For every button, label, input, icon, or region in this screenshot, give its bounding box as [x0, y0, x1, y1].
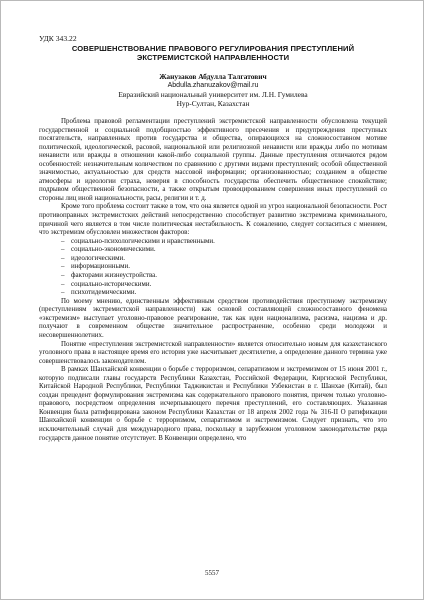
list-item: – факторами жизнеустройства. — [61, 271, 387, 280]
page-number: 5557 — [205, 569, 219, 577]
list-item: – идеологическими. — [61, 254, 387, 263]
author-name: Жанузаков Абдулла Талгатович — [159, 72, 267, 81]
list-item: – социально-историческими. — [61, 280, 387, 289]
title-line-1: СОВЕРШЕНСТВОВАНИЕ ПРАВОВОГО РЕГУЛИРОВАНИЯ ПРЕСТУПЛЕНИЙ — [71, 44, 355, 53]
udk-code: УДК 343.22 — [39, 34, 77, 43]
author-block — [39, 72, 387, 108]
paragraph-5: В рамках Шанхайской конвенции о борьбе с терроризмом, сепаратизмом и экстремизмом от 15 июня 2001 г., которую подписали главы государств Республики Казахстан, Российской Федерации, Киргизской Республики, Китайской Народной Республики, Республики Таджикистан и Республики Узбекистан в г. Шанхае (Китай), был создан прецедент формулирования экстремизма как содержательного правового понятия, причем только уголовно-правового, посредством определения исчерпывающего перечня преступлений, его составляющих. Указанная Конвенция была ратифицирована законом Республики Казахстан от 18 апреля 2002 года № 316-II О ратификации Шанхайской конвенции о борьбе с терроризмом, сепаратизмом и экстремизмом. Следует признать, что это исключительный случай для международного права, поскольку в зарубежном уголовном законодательстве ряда государств данное понятие отсутствует. В Конвенции определено, что — [39, 365, 387, 442]
paragraph-2: Кроме того проблема состоит также в том, что она является одной из угроз национальной безопасности. Рост противоправных экстремистских действий непосредственно способствует развитию экстремизма криминального, причиной чего является в том числе политическая нестабильность. К сожалению, следует согласиться с мнением, что экстремизм обусловлен множеством факторов: — [39, 202, 387, 237]
author-email: Abdulla.zhanuzakov@mail.ru — [167, 82, 259, 89]
title-line-2: ЭКСТРЕМИСТСКОЙ НАПРАВЛЕННОСТИ — [136, 53, 290, 62]
author-city: Нур-Султан, Казахстан — [176, 99, 250, 108]
list-item: – социально-психологическими и нравственными. — [61, 237, 387, 246]
author-affiliation: Евразийский национальный университет им. Л.Н. Гумилева — [118, 90, 308, 99]
list-item: – информационными. — [61, 262, 387, 271]
paragraph-1: Проблема правовой регламентации преступлений экстремистской направленности обусловлена текущей государственной и социальной подобщностью эффективного пресечения и предупреждения преступных посягательств, направленных против государства и общества, опирающихся на сложносоставном мотиве политической, идеологической, расовой, национальной или религиозной ненависти или вражды либо по мотивам ненависти или вражды в отношении какой-либо социальной группы. Данные преступления отличаются рядом особенностей: незначительным количеством по сравнению с другими видами преступлений; особой общественной значимостью, актуальностью для средств массовой информации; организованностью; созданием в обществе атмосферы и идеологии страха, неверия в способность государства обеспечить общественное спокойствие; подрывом общественной безопасности, а также открытым провоцированием совершения иных преступлений со стороны лиц иной национальности, расы, религии и т. д. — [39, 117, 387, 202]
factors-list — [39, 237, 387, 297]
paragraph-3: По моему мнению, единственным эффективным средством противодействия преступному экстремизму (преступлениям экстремистской направленности) как основой составляющей сложносоставного феномена «экстремизм» выступает уголовно-правовое реагирование, так как идеи национализма, расизма, нацизма и др. получают в современном обществе значительное распространение, особенно среди молодежи и несовершеннолетних. — [39, 296, 387, 339]
list-item: – психотидемическими. — [61, 288, 387, 297]
list-item: – социально-экономическими. — [61, 245, 387, 254]
paragraph-4: Понятие «преступления экстремистской направленности» является относительно новым для казахстанского уголовного права в настоящее время его история уже насчитывает десятилетие, а определение данного термина уже совершенствовалось законодателем. — [39, 339, 387, 365]
paper-title — [39, 44, 387, 62]
